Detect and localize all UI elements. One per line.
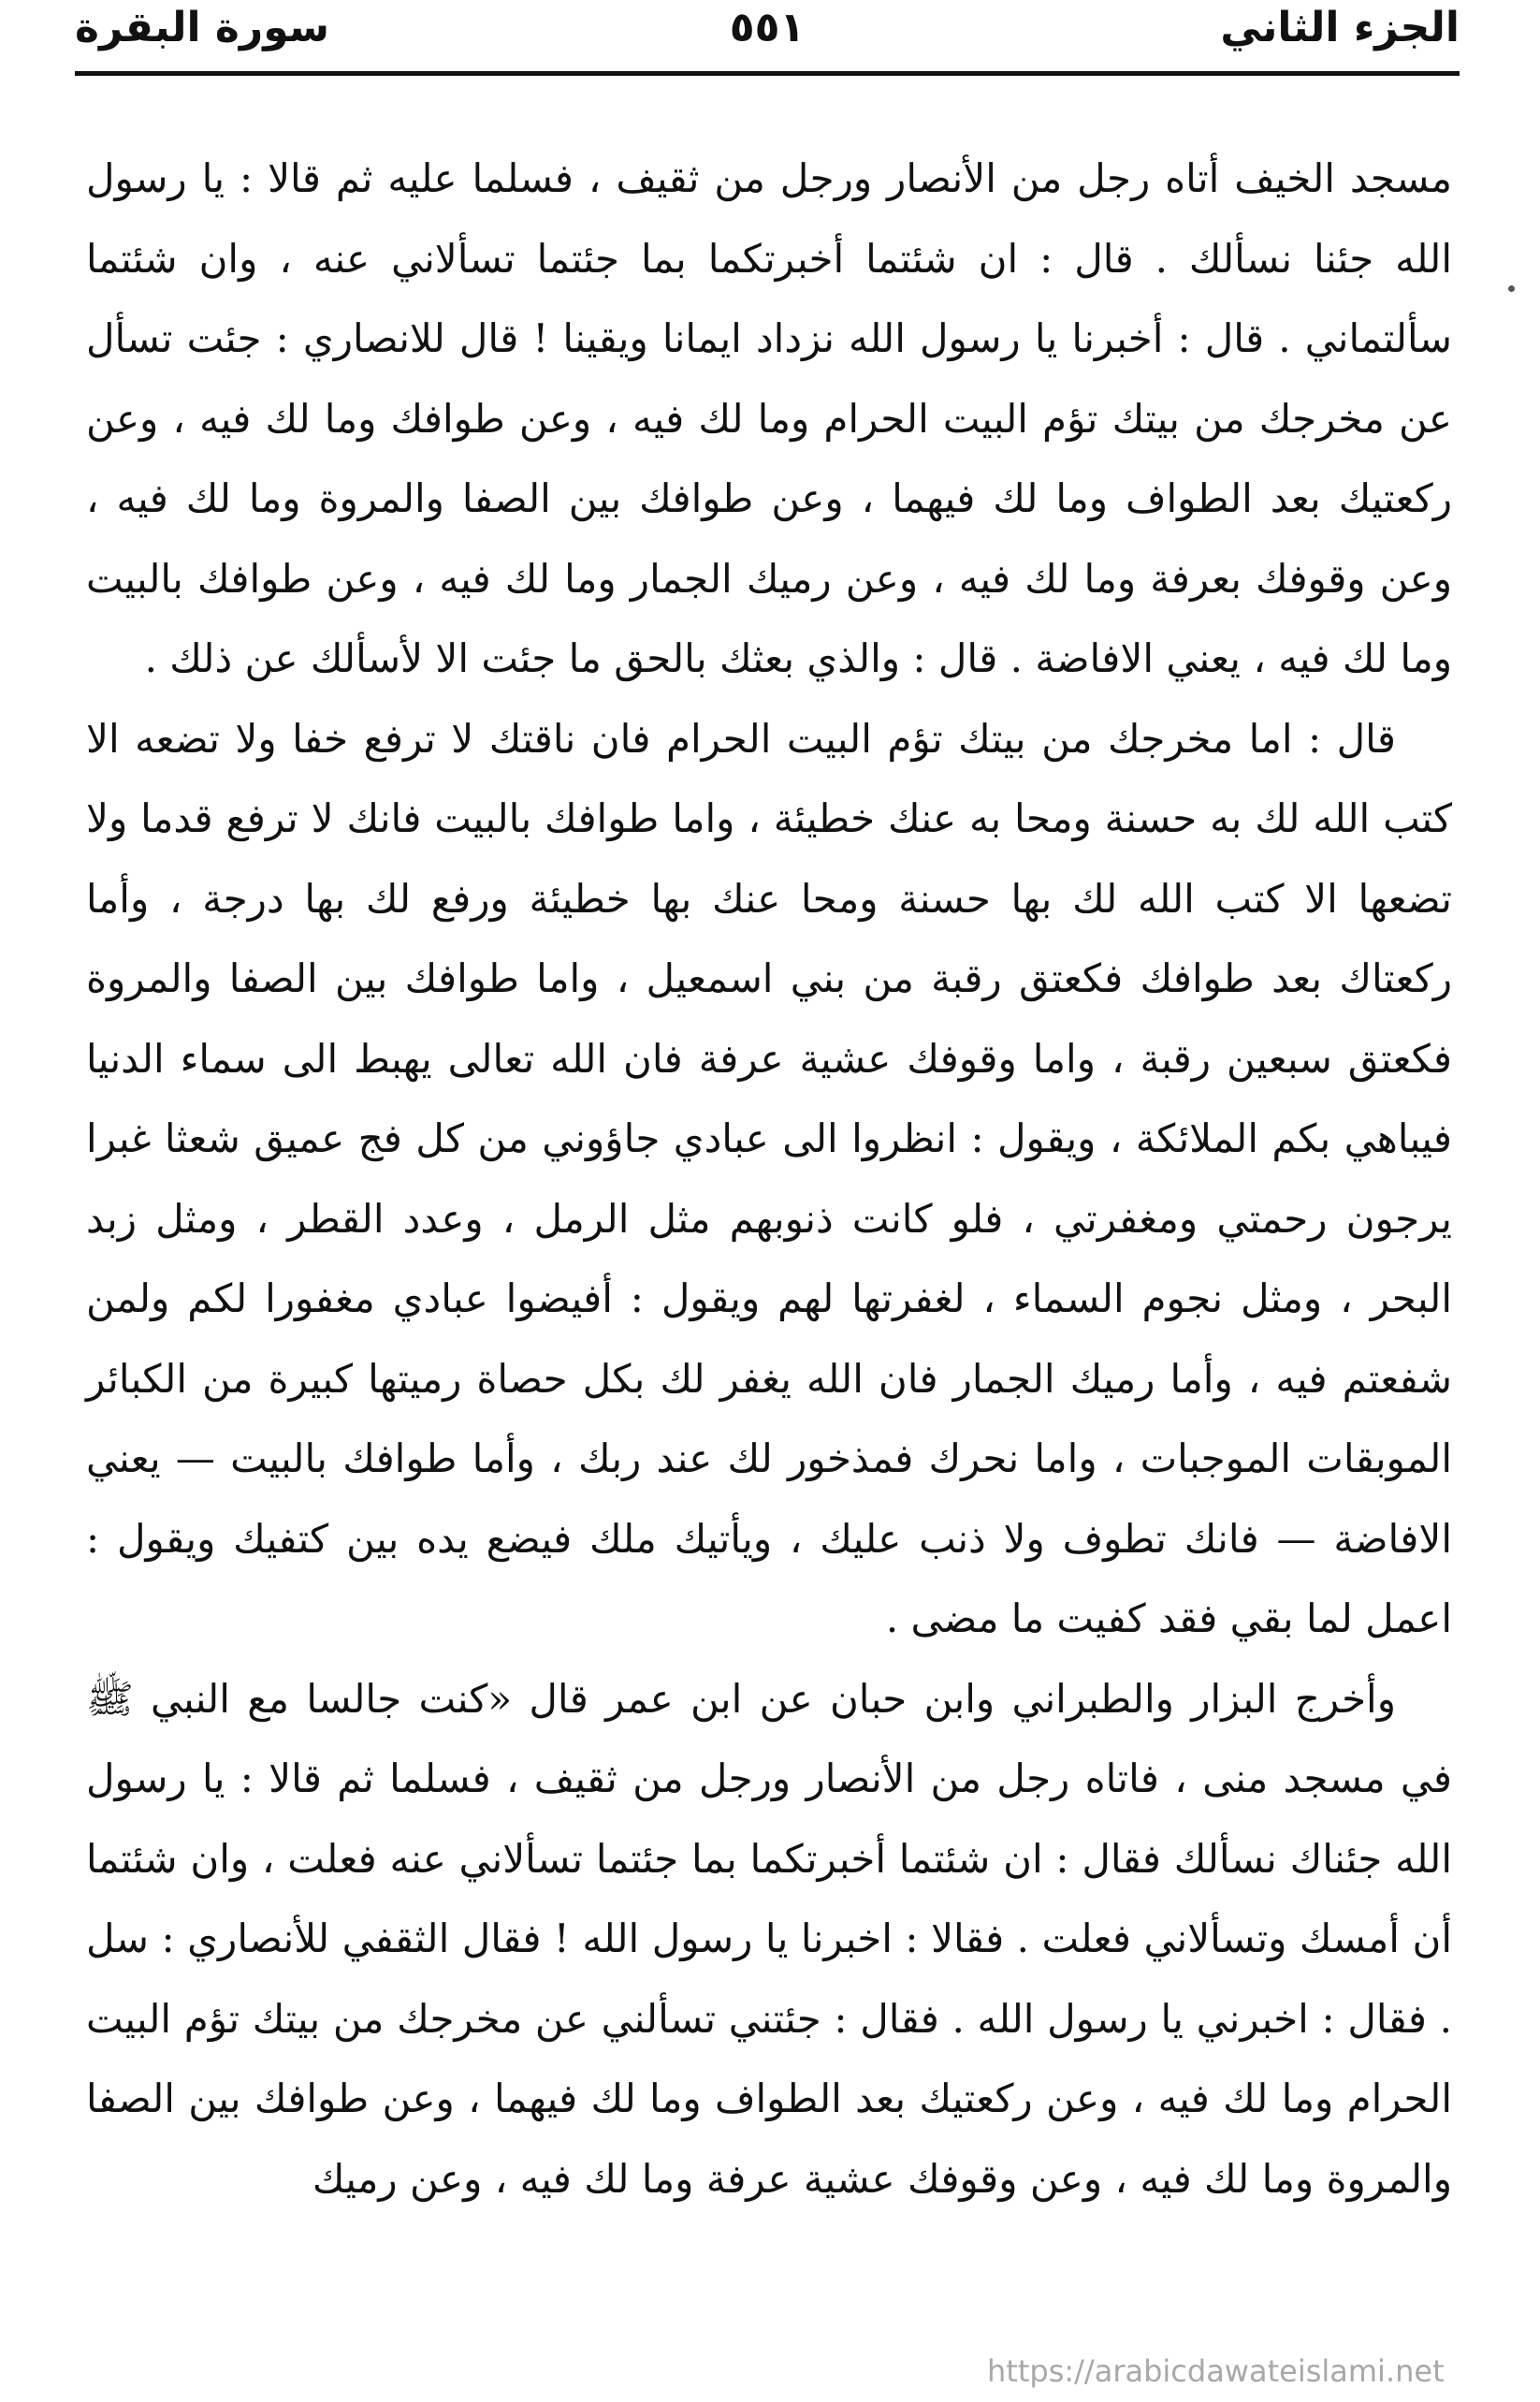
paragraph-3: وأخرج البزار والطبراني وابن حبان عن ابن عمر قال «كنت جالسا مع النبي ﷺ في مسجد منى ، فاتاه رجل من الأنصار ورجل من ثقيف ، فسلما ثم قالا : يا رسول الله جئناك نسألك فقال : ان شئتما أخبرتكما بما جئتما تسألاني عنه فعلت ، وان شئتما أن أمسك وتسألاني فعلت . فقالا : اخبرنا يا رسول الله ! فقال الثقفي للأنصاري : سل . فقال : اخبرني يا رسول الله . فقال : جئتني تسألني عن مخرجك من بيتك تؤم البيت الحرام وما لك فيه ، وعن ركعتيك بعد الطواف وما لك فيهما ، وعن طوافك بين الصفا والمروة وما لك فيه ، وعن وقوفك عشية عرفة وما لك فيه ، وعن رميك <box>86 1675 1452 2202</box>
paragraph-1: مسجد الخيف أتاه رجل من الأنصار ورجل من ثقيف ، فسلما عليه ثم قالا : يا رسول الله جئنا نسألك . قال : ان شئتما أخبرتكما بما جئتما تسألاني عنه ، وان شئتما سألتماني . قال : أخبرنا يا رسول الله نزداد ايمانا ويقينا ! قال للانصاري : جئت تسأل عن مخرجك من بيتك تؤم البيت الحرام وما لك فيه ، وعن طوافك وما لك فيه ، وعن ركعتيك بعد الطواف وما لك فيهما ، وعن طوافك بين الصفا والمروة وما لك فيه ، وعن وقوفك بعرفة وما لك فيه ، وعن رميك الجمار وما لك فيه ، وعن طوافك بالبيت وما لك فيه ، يعني الافاضة . قال : والذي بعثك بالحق ما جئت الا لأسألك عن ذلك . <box>86 155 1452 681</box>
surah-label: سورة البقرة <box>75 4 330 51</box>
watermark-url: https://arabicdawateislami.net <box>987 2353 1445 2389</box>
part-label: الجزء الثاني <box>1220 4 1460 51</box>
page-body <box>86 138 1452 2219</box>
margin-dot <box>1508 285 1515 292</box>
paragraph-2: قال : اما مخرجك من بيتك تؤم البيت الحرام فان ناقتك لا ترفع خفا ولا تضعه الا كتب الله لك به حسنة ومحا به عنك خطيئة ، واما طوافك بالبيت فانك لا ترفع قدما ولا تضعها الا كتب الله لك بها حسنة ومحا عنك بها خطيئة ورفع لك بها درجة ، وأما ركعتاك بعد طوافك فكعتق رقبة من بني اسمعيل ، واما طوافك بين الصفا والمروة فكعتق سبعين رقبة ، واما وقوفك عشية عرفة فان الله تعالى يهبط الى سماء الدنيا فيباهي بكم الملائكة ، ويقول : انظروا الى عبادي جاؤوني من كل فج عميق شعثا غبرا يرجون رحمتي ومغفرتي ، فلو كانت ذنوبهم مثل الرمل ، وعدد القطر ، ومثل زبد البحر ، ومثل نجوم السماء ، لغفرتها لهم ويقول : أفيضوا عبادي مغفورا لكم ولمن شفعتم فيه ، وأما رميك الجمار فان الله يغفر لك بكل حصاة رميتها كبيرة من الكبائر الموبقات الموجبات ، واما نحرك فمذخور لك عند ربك ، وأما طوافك بالبيت — يعني الافاضة — فانك تطوف ولا ذنب عليك ، ويأتيك ملك فيضع يده بين كتفيك ويقول : اعمل لما بقي فقد كفيت ما مضى . <box>86 715 1452 1641</box>
page-header <box>75 0 1460 66</box>
header-rule <box>75 71 1460 76</box>
page-number: ٥٥١ <box>729 4 806 51</box>
